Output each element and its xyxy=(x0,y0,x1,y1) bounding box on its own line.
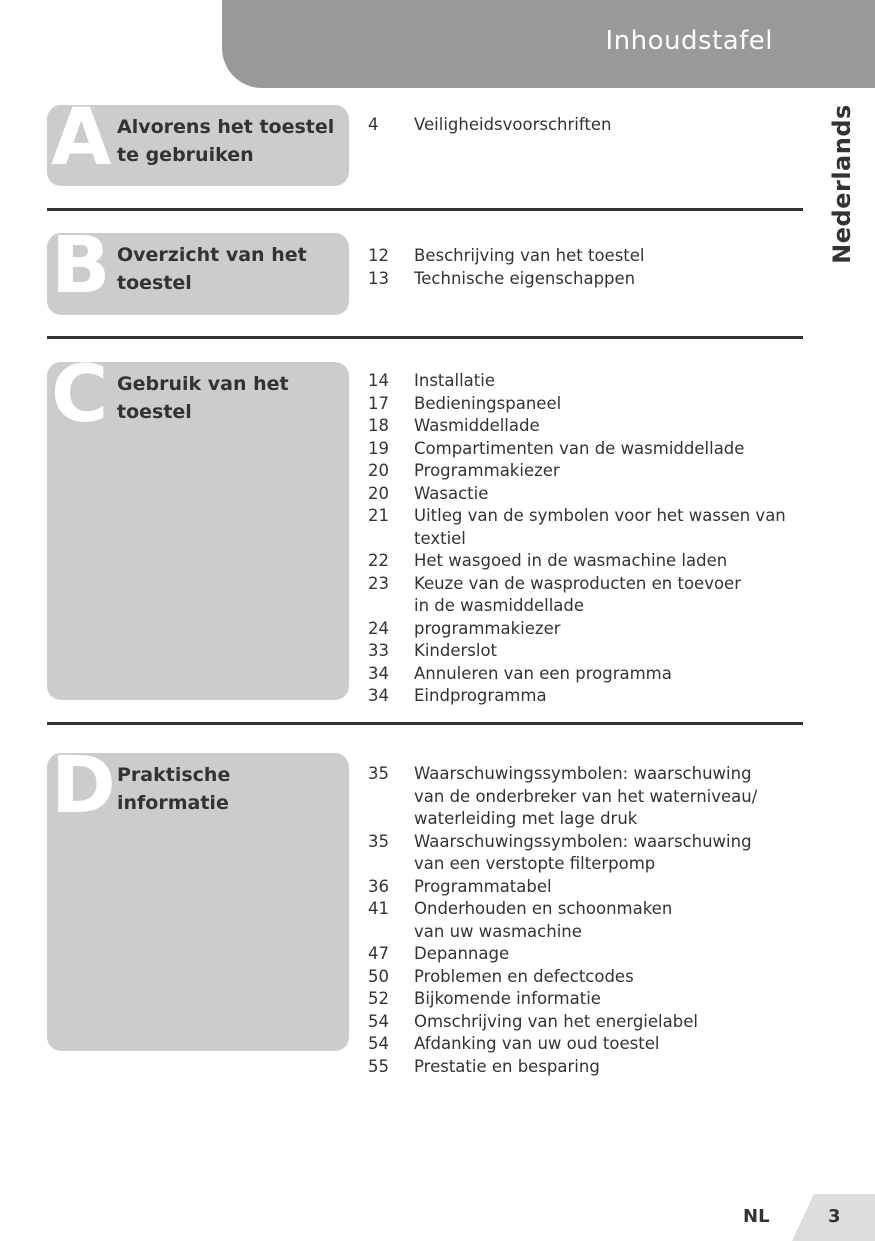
section-c-letter: C xyxy=(51,350,109,440)
entry-page: 33 xyxy=(368,641,389,660)
toc-entry[interactable] xyxy=(368,370,798,393)
entry-text: Annuleren van een programma xyxy=(414,663,672,683)
section-a-letter: A xyxy=(51,93,112,183)
entry-text: Omschrijving van het energielabel xyxy=(414,1011,698,1031)
entry-page: 54 xyxy=(368,1034,389,1053)
entry-page: 52 xyxy=(368,989,389,1008)
toc-entry[interactable] xyxy=(368,393,798,416)
section-c-title: Gebruik van het toestel xyxy=(117,373,289,423)
entry-text: Onderhouden en schoonmaken van uw wasmachine xyxy=(414,899,673,941)
entry-text: Problemen en defectcodes xyxy=(414,966,634,986)
toc-entry[interactable] xyxy=(368,415,798,438)
entry-page: 35 xyxy=(368,831,389,851)
toc-entry[interactable] xyxy=(368,268,798,291)
toc-entry[interactable] xyxy=(368,483,798,506)
toc-entry[interactable] xyxy=(368,460,798,483)
entry-text: Wasactie xyxy=(414,483,489,503)
entry-text: Waarschuwingssymbolen: waarschuwing van de onderbreker van het waterniveau/ waterleiding met lage druk xyxy=(414,764,758,828)
entry-text: Programmakiezer xyxy=(414,461,560,480)
section-b-title: Overzicht van het toestel xyxy=(117,244,307,294)
section-d-letter: D xyxy=(51,741,116,831)
footer-language: NL xyxy=(743,1206,770,1227)
entry-page: 18 xyxy=(368,416,389,435)
section-b-letter: B xyxy=(51,221,111,311)
entry-text: Technische eigenschappen xyxy=(414,268,636,288)
entry-page: 34 xyxy=(368,663,389,683)
toc-entry[interactable] xyxy=(368,966,798,989)
page-title: Inhoudstafel xyxy=(605,26,773,56)
header-bar xyxy=(222,0,875,88)
toc-entry[interactable] xyxy=(368,943,798,966)
entry-text: Programmatabel xyxy=(414,876,552,896)
entry-page: 17 xyxy=(368,393,389,413)
entry-text: Installatie xyxy=(414,371,495,390)
entry-page: 55 xyxy=(368,1056,389,1076)
toc-entry[interactable] xyxy=(368,663,798,686)
entry-page: 22 xyxy=(368,551,389,570)
toc-entry[interactable] xyxy=(368,640,798,663)
toc-entry[interactable] xyxy=(368,618,798,641)
entry-text: Kinderslot xyxy=(414,641,498,660)
section-divider xyxy=(47,208,803,211)
section-divider xyxy=(47,336,803,339)
entry-page: 20 xyxy=(368,483,389,503)
toc-entry[interactable] xyxy=(368,438,798,461)
toc-entry[interactable] xyxy=(368,1033,798,1056)
entry-page: 34 xyxy=(368,686,389,705)
section-c-entries xyxy=(368,370,798,708)
section-divider xyxy=(47,722,803,725)
toc-entry[interactable] xyxy=(368,1011,798,1034)
section-b-box xyxy=(47,221,349,315)
entry-text: Bijkomende informatie xyxy=(414,989,601,1008)
entry-page: 4 xyxy=(368,115,379,134)
language-label: Nederlands xyxy=(828,104,856,264)
entry-text: Compartimenten van de wasmiddellade xyxy=(414,438,745,458)
entry-text: Uitleg van de symbolen voor het wassen van textiel xyxy=(414,506,786,548)
entry-page: 19 xyxy=(368,438,389,458)
section-d-title: Praktische informatie xyxy=(117,764,231,814)
entry-text: Veiligheidsvoorschriften xyxy=(414,115,612,134)
footer-page-number: 3 xyxy=(828,1206,841,1227)
entry-page: 21 xyxy=(368,506,389,525)
entry-text: Beschrijving van het toestel xyxy=(414,246,645,265)
section-d-entries xyxy=(368,763,798,1078)
entry-page: 12 xyxy=(368,246,389,265)
entry-text: Prestatie en besparing xyxy=(414,1056,600,1076)
entry-text: programmakiezer xyxy=(414,618,561,638)
entry-page: 14 xyxy=(368,371,389,390)
entry-page: 23 xyxy=(368,573,389,593)
entry-text: Keuze van de wasproducten en toevoer in de wasmiddellade xyxy=(414,573,741,615)
section-a-box xyxy=(47,93,349,186)
entry-page: 50 xyxy=(368,966,389,986)
entry-text: Waarschuwingssymbolen: waarschuwing van een verstopte filterpomp xyxy=(414,831,752,873)
language-side-label xyxy=(822,104,862,264)
toc-entry[interactable] xyxy=(368,550,798,573)
toc-entry[interactable] xyxy=(368,245,798,268)
entry-text: Wasmiddellade xyxy=(414,416,540,435)
section-a-title: Alvorens het toestel te gebruiken xyxy=(117,116,335,166)
entry-text: Eindprogramma xyxy=(414,686,547,705)
toc-entry[interactable] xyxy=(368,988,798,1011)
section-a-entries xyxy=(368,114,798,137)
entry-page: 54 xyxy=(368,1011,389,1031)
entry-page: 24 xyxy=(368,618,389,638)
section-b-entries xyxy=(368,245,798,290)
entry-page: 41 xyxy=(368,899,389,918)
entry-page: 36 xyxy=(368,876,389,896)
toc-entry[interactable] xyxy=(368,876,798,899)
toc-entry[interactable] xyxy=(368,505,798,550)
entry-text: Bedieningspaneel xyxy=(414,393,562,413)
entry-text: Depannage xyxy=(414,944,510,963)
entry-text: Het wasgoed in de wasmachine laden xyxy=(414,551,728,570)
entry-page: 47 xyxy=(368,944,389,963)
toc-entry[interactable] xyxy=(368,831,798,876)
toc-entry[interactable] xyxy=(368,685,798,708)
entry-page: 20 xyxy=(368,461,389,480)
toc-entry[interactable] xyxy=(368,114,798,137)
toc-entry[interactable] xyxy=(368,898,798,943)
section-c-box xyxy=(47,350,349,700)
toc-entry[interactable] xyxy=(368,573,798,618)
entry-page: 13 xyxy=(368,268,389,288)
toc-entry[interactable] xyxy=(368,1056,798,1079)
entry-text: Afdanking van uw oud toestel xyxy=(414,1034,660,1053)
entry-page: 35 xyxy=(368,764,389,783)
section-d-box xyxy=(47,741,349,1051)
toc-entry[interactable] xyxy=(368,763,798,831)
